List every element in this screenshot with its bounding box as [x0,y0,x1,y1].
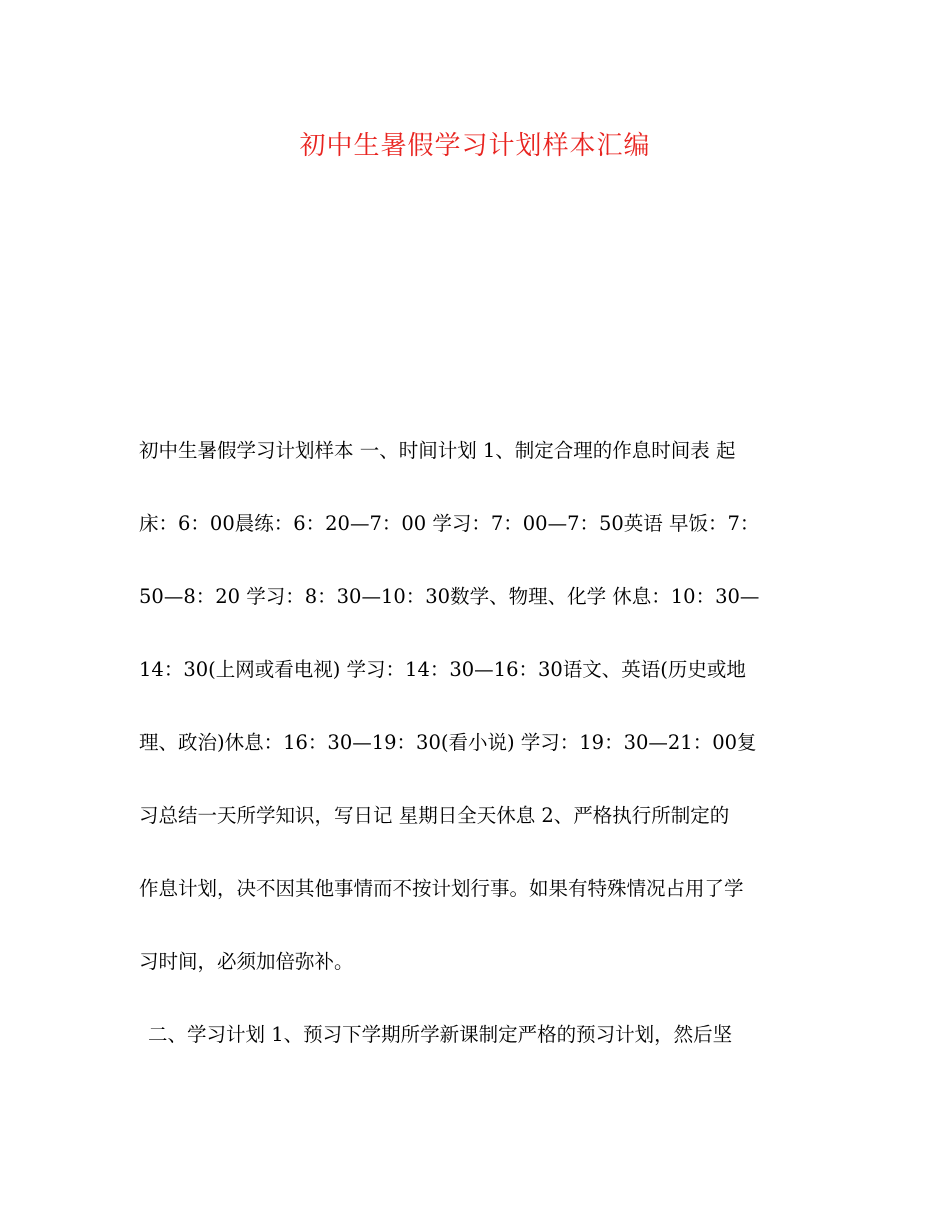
paragraph-line-5: 理、政治)休息：16：30—19：30(看小说) 学习：19：30—21：00复 [139,731,757,754]
paragraph-line-1: 初中生暑假学习计划样本 一、时间计划 1、制定合理的作息时间表 起 [139,439,736,462]
paragraph-line-6: 习总结一天所学知识，写日记 星期日全天休息 2、严格执行所制定的 [139,804,730,827]
paragraph-line-7: 作息计划，决不因其他事情而不按计划行事。如果有特殊情况占用了学 [139,877,744,900]
paragraph-line-4: 14：30(上网或看电视) 学习：14：30—16：30语文、英语(历史或地 [139,658,746,681]
paragraph-line-8: 习时间，必须加倍弥补。 [139,950,354,973]
document-title: 初中生暑假学习计划样本汇编 [299,131,651,161]
paragraph-line-2: 床：6：00晨练：6：20—7：00 学习：7：00—7：50英语 早饭：7： [139,512,760,535]
paragraph-line-3: 50—8：20 学习：8：30—10：30数学、物理、化学 休息：10：30— [139,585,760,608]
section-two-line-1: 二、学习计划 1、预习下学期所学新课制定严格的预习计划，然后坚 [148,1023,733,1046]
